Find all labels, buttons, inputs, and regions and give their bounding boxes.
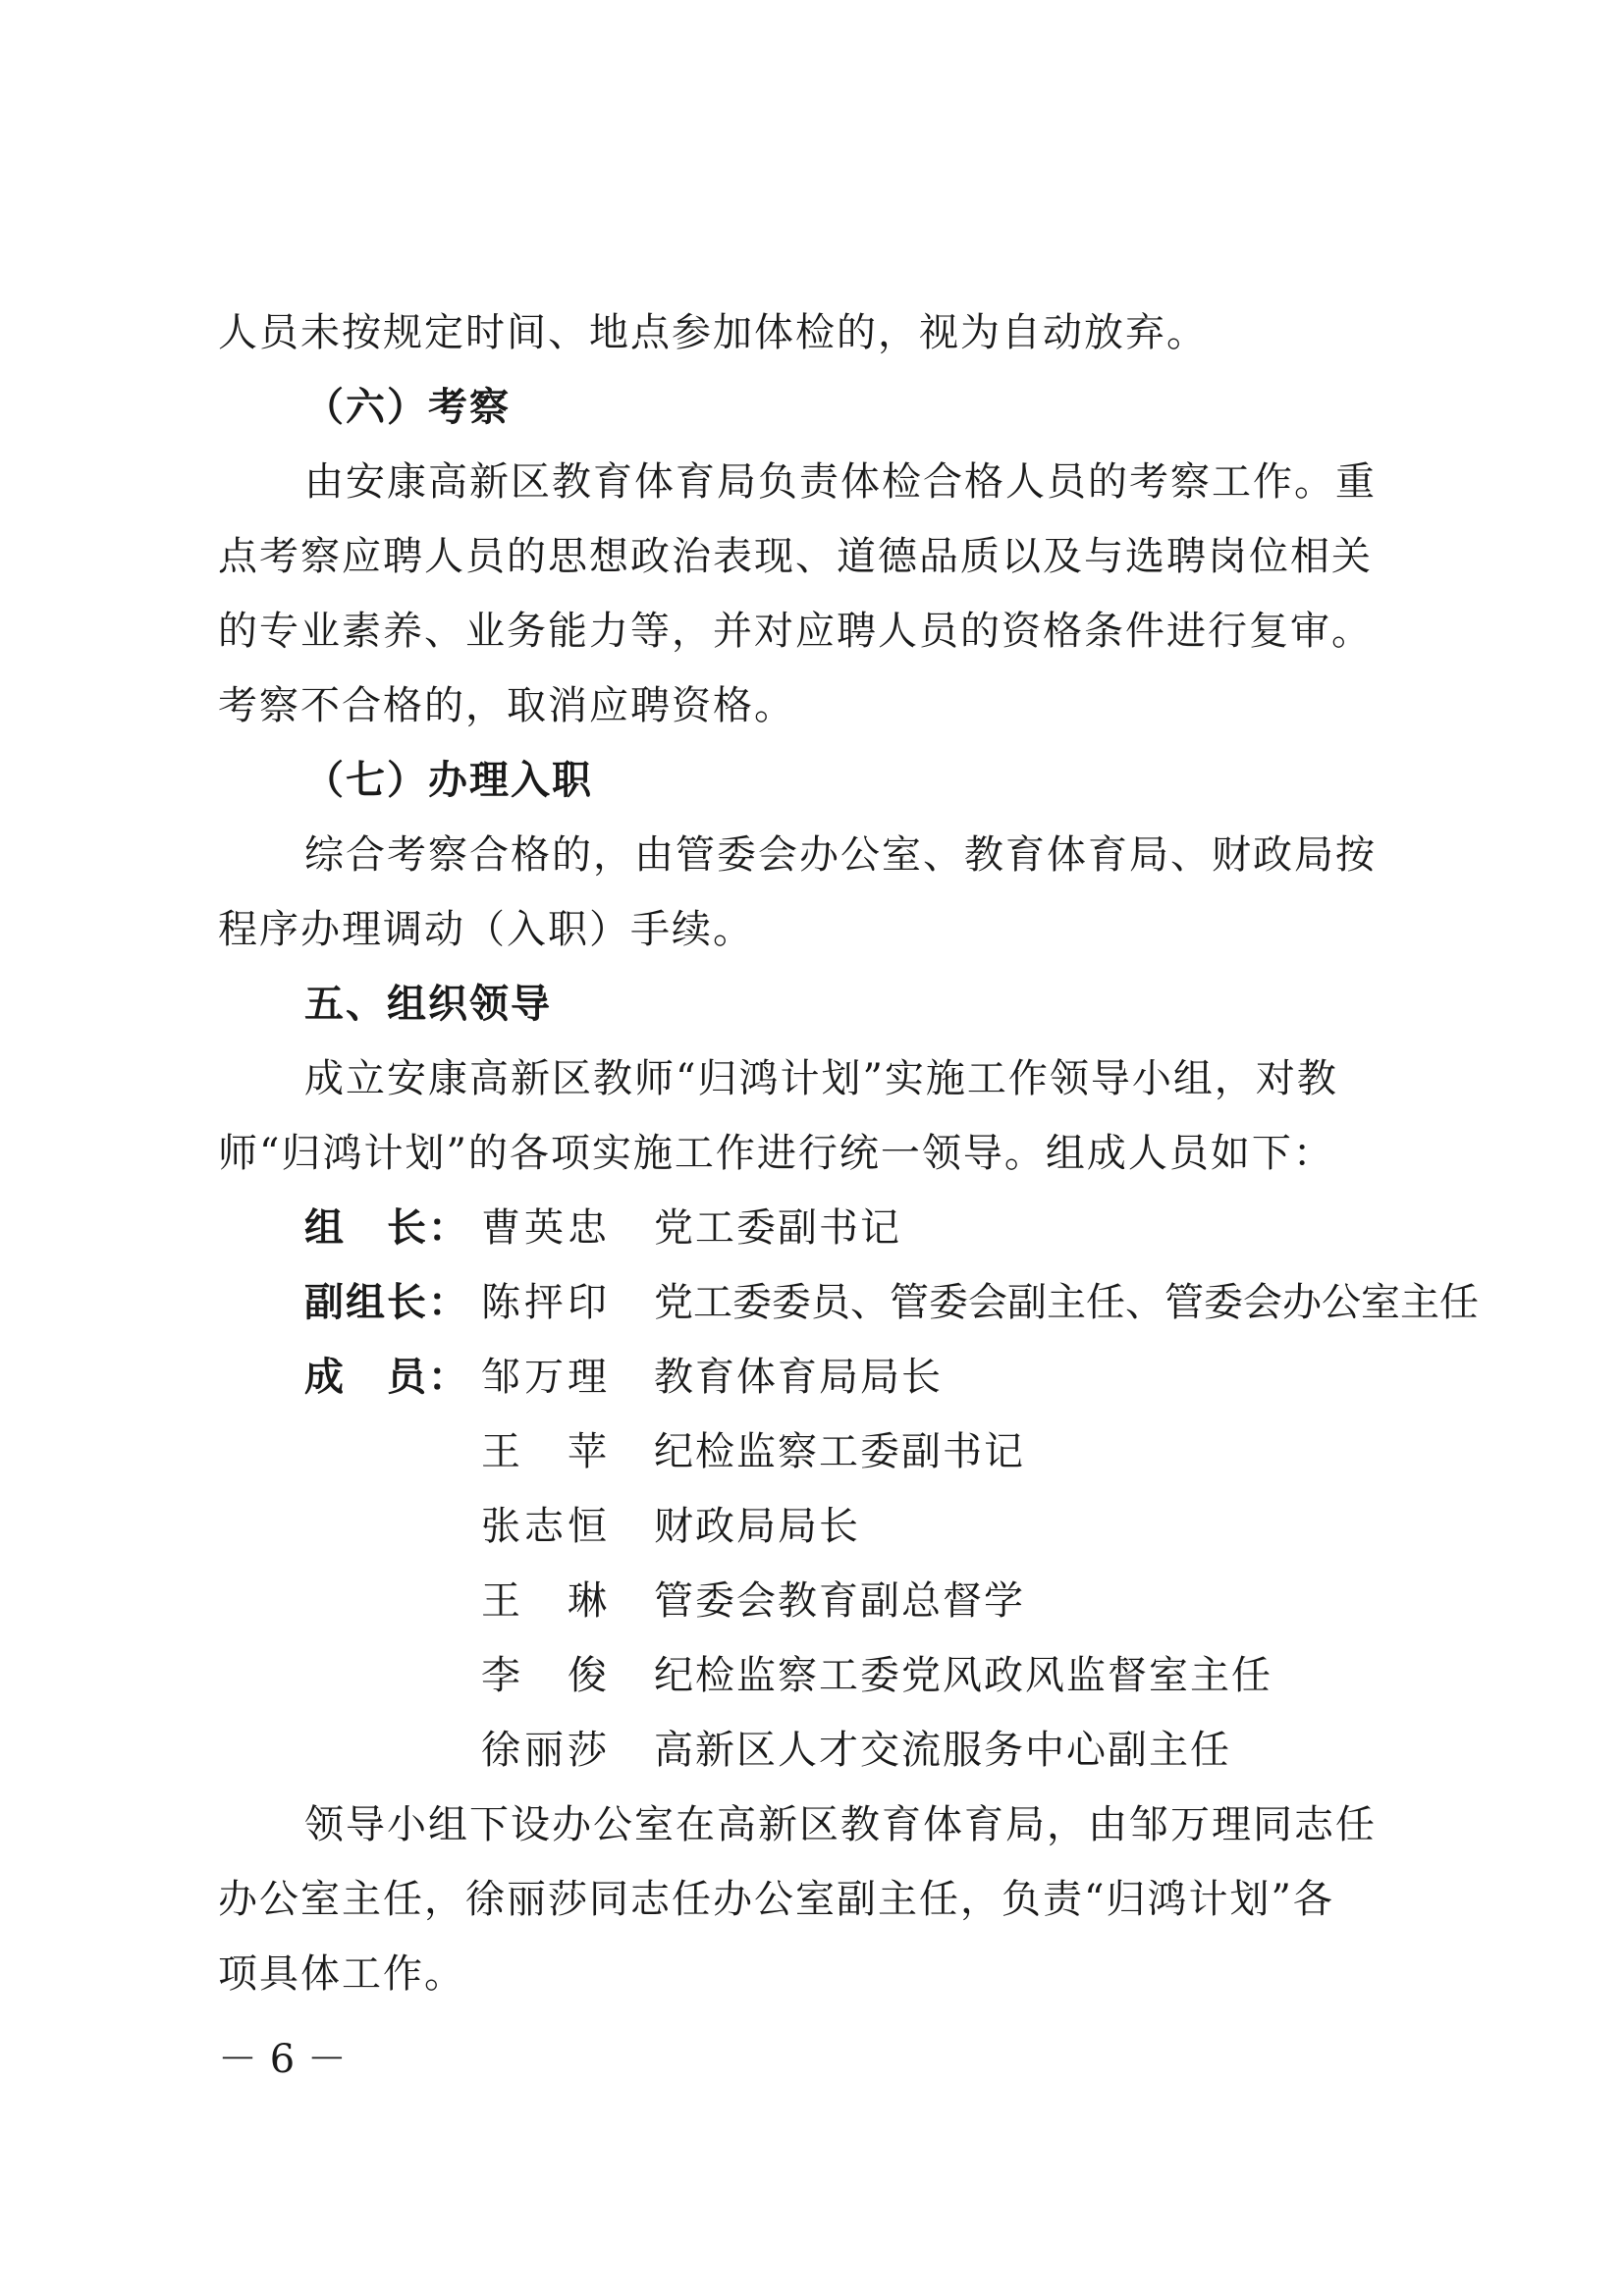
paragraph-line: 由安康高新区教育体育局负责体检合格人员的考察工作。重 — [304, 459, 1377, 505]
member-title: 财政局局长 — [654, 1504, 860, 1549]
member-title: 党工委副书记 — [654, 1205, 901, 1251]
member-name: 王 苹 — [481, 1429, 611, 1474]
paragraph-line: 成立安康高新区教师“归鸿计划”实施工作领导小组，对教 — [304, 1056, 1338, 1101]
member-title: 高新区人才交流服务中心副主任 — [654, 1728, 1231, 1773]
section-heading-5: 五、组织领导 — [304, 982, 552, 1027]
member-role: 组 长： — [304, 1205, 469, 1251]
member-title: 纪检监察工委副书记 — [654, 1429, 1025, 1474]
paragraph-line: 领导小组下设办公室在高新区教育体育局，由邹万理同志任 — [304, 1802, 1377, 1847]
member-name: 张志恒 — [481, 1504, 611, 1549]
member-name: 李 俊 — [481, 1653, 611, 1698]
paragraph-line: 程序办理调动（入职）手续。 — [218, 907, 754, 952]
section-heading-7: （七）办理入职 — [304, 758, 593, 803]
member-name: 曹英忠 — [481, 1205, 611, 1251]
paragraph-line: 办公室主任，徐丽莎同志任办公室副主任，负责“归鸿计划”各 — [218, 1877, 1334, 1922]
member-name: 徐丽莎 — [481, 1728, 611, 1773]
paragraph-line: 师“归鸿计划”的各项实施工作进行统一领导。组成人员如下： — [218, 1131, 1334, 1176]
member-name: 王 琳 — [481, 1578, 611, 1624]
page-number: － 6 － — [218, 2037, 347, 2082]
member-title: 管委会教育副总督学 — [654, 1578, 1025, 1624]
member-title: 纪检监察工委党风政风监督室主任 — [654, 1653, 1272, 1698]
section-heading-6: （六）考察 — [304, 385, 511, 430]
paragraph-line: 项具体工作。 — [218, 1951, 465, 1997]
member-name: 陈抨印 — [481, 1280, 611, 1325]
member-role: 副组长： — [304, 1280, 469, 1325]
paragraph-line: 人员未按规定时间、地点参加体检的，视为自动放弃。 — [218, 310, 1208, 355]
member-title: 教育体育局局长 — [654, 1355, 943, 1400]
member-name: 邹万理 — [481, 1355, 611, 1400]
member-title: 党工委委员、管委会副主任、管委会办公室主任 — [654, 1280, 1479, 1325]
paragraph-line: 的专业素养、业务能力等，并对应聘人员的资格条件进行复审。 — [218, 609, 1373, 654]
paragraph-line: 考察不合格的，取消应聘资格。 — [218, 683, 795, 728]
paragraph-line: 点考察应聘人员的思想政治表现、道德品质以及与选聘岗位相关 — [218, 534, 1373, 579]
paragraph-line: 综合考察合格的，由管委会办公室、教育体育局、财政局按 — [304, 832, 1377, 878]
member-role: 成 员： — [304, 1355, 469, 1400]
